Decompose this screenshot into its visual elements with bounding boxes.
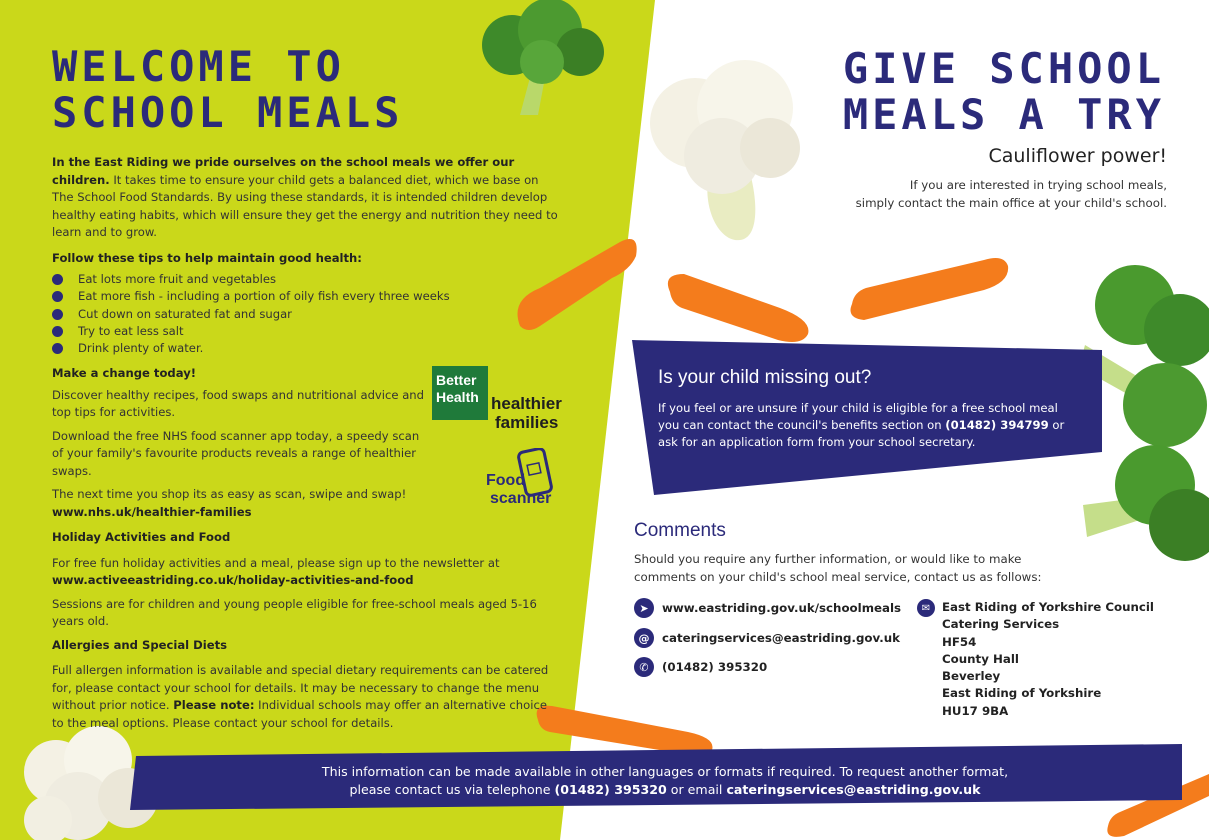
missing-text-a: If you feel or are unsure if your child is eligible for a free school meal you can contact the council's benefits section on: [658, 401, 1058, 432]
address-line: East Riding of Yorkshire: [942, 686, 1102, 701]
address-line: Catering Services: [942, 617, 1060, 632]
change-title: Make a change today!: [52, 366, 197, 381]
right-intro-line1: If you are interested in trying school meals,: [909, 178, 1167, 192]
comments-title: Comments: [634, 520, 726, 541]
change-paragraph-2: Download the free NHS food scanner app today, a speedy scan of your family's favourite products reveals a range of healthier swaps.: [52, 428, 420, 478]
list-item: Drink plenty of water.: [52, 340, 562, 357]
right-intro-line2: simply contact the main office at your child's school.: [855, 196, 1167, 210]
footer-line2: [200, 781, 1130, 799]
welcome-heading-line1: WELCOME TO: [52, 42, 345, 91]
mail-icon: ✉: [917, 599, 935, 617]
give-heading: [843, 46, 1165, 138]
holiday-link[interactable]: www.activeeastriding.co.uk/holiday-activities-and-food: [52, 573, 414, 588]
nhs-link[interactable]: www.nhs.uk/healthier-families: [52, 504, 252, 519]
address-line: HF54: [942, 634, 977, 649]
intro-rest-text: It takes time to ensure your child gets a balanced diet, which we base on The School Food Standards. By using these standards, it is intended children develop healthy eating habits, which will ensure they get the energy and nutrition they need to learn and to grow.: [52, 172, 558, 239]
contact-email-text[interactable]: cateringservices@eastriding.gov.uk: [662, 631, 900, 645]
change-paragraph-3: The next time you shop its as easy as scan, swipe and swap!: [52, 487, 407, 502]
right-intro-text: [807, 176, 1167, 212]
footer-line1: This information can be made available in other languages or formats if required. To request another format,: [321, 764, 1009, 779]
missing-text-b: or ask for an application form from your school secretary.: [658, 418, 1065, 449]
benefits-phone[interactable]: (01482) 394799: [945, 418, 1049, 432]
better-health-line2: Health: [436, 389, 479, 405]
holiday-paragraph-1: [52, 555, 562, 590]
contact-phone-text[interactable]: (01482) 395320: [662, 660, 768, 674]
contact-email[interactable]: [634, 628, 900, 648]
better-health-logo: [432, 366, 488, 420]
contact-web-text[interactable]: www.eastriding.gov.uk/schoolmeals: [662, 601, 902, 615]
intro-paragraph: [52, 154, 562, 242]
give-heading-line2: MEALS A TRY: [842, 90, 1165, 139]
contact-phone[interactable]: [634, 657, 767, 677]
change-paragraph-1: Discover healthy recipes, food swaps and nutritional advice and top tips for activities.: [52, 387, 425, 420]
postal-address: [942, 599, 1154, 720]
footer-text: [200, 763, 1130, 799]
left-column: [52, 154, 562, 738]
food-scanner-line2: scanner: [490, 490, 552, 507]
list-item: Try to eat less salt: [52, 323, 562, 340]
welcome-heading: [52, 44, 403, 136]
allergy-note-label: Please note:: [173, 698, 255, 713]
allergy-text-a: Full allergen information is available and special dietary requirements can be catered for, please contact your school for details. It may be necessary to change the menu without prior notice.: [52, 663, 549, 713]
carrot-right-image: [844, 252, 1014, 328]
welcome-heading-line2: SCHOOL MEALS: [52, 88, 404, 137]
footer-line2-a: please contact us via telephone: [349, 782, 551, 797]
address-line: County Hall: [942, 651, 1019, 666]
holiday-text: For free fun holiday activities and a meal, please sign up to the newsletter at: [52, 555, 500, 570]
phone-icon: ✆: [634, 657, 654, 677]
give-heading-line1: GIVE SCHOOL: [842, 44, 1165, 93]
allergy-text-b: Individual schools may offer an alternative choice to the meal options. Please contact your school for details.: [52, 698, 547, 730]
list-item: Cut down on saturated fat and sugar: [52, 306, 562, 323]
footer-email[interactable]: cateringservices@eastriding.gov.uk: [726, 782, 981, 797]
tips-title: Follow these tips to help maintain good health:: [52, 250, 362, 265]
intro-bold-text: In the East Riding we pride ourselves on the school meals we offer our children.: [52, 155, 515, 187]
healthier-families-line1: healthier: [491, 394, 562, 413]
broccoli-top-left-image: [472, 0, 612, 120]
address-line: HU17 9BA: [942, 703, 1009, 718]
footer-line2-b: or email: [670, 782, 723, 797]
list-item: Eat more fish - including a portion of oily fish every three weeks: [52, 288, 562, 305]
food-scanner-logo: [486, 472, 551, 508]
cauliflower-subheading: Cauliflower power!: [988, 145, 1167, 167]
healthier-families-line2: families: [495, 413, 559, 432]
contact-web[interactable]: [634, 598, 901, 618]
allergy-title: Allergies and Special Diets: [52, 637, 228, 652]
holiday-title: Holiday Activities and Food: [52, 530, 231, 545]
allergy-paragraph: [52, 662, 562, 732]
comments-text: Should you require any further information, or would like to make comments on your child's school meal service, contact us as follows:: [634, 552, 1042, 584]
missing-out-text: [658, 400, 1078, 451]
food-scanner-line1: Food: [486, 472, 526, 489]
better-health-line1: Better: [436, 372, 477, 388]
holiday-paragraph-2: Sessions are for children and young people eligible for free-school meals aged 5-16 years old.: [52, 596, 537, 629]
cursor-icon: ➤: [634, 598, 654, 618]
address-line: Beverley: [942, 669, 1001, 684]
missing-out-title: Is your child missing out?: [658, 367, 872, 388]
cauliflower-top-image: [640, 48, 810, 248]
tips-list: [52, 271, 562, 357]
footer-phone[interactable]: (01482) 395320: [554, 782, 667, 797]
carrot-center-image: [660, 262, 820, 346]
address-line: East Riding of Yorkshire Council: [942, 600, 1154, 614]
list-item: Eat lots more fruit and vegetables: [52, 271, 562, 288]
at-icon: @: [634, 628, 654, 648]
healthier-families-logo: [491, 394, 562, 432]
